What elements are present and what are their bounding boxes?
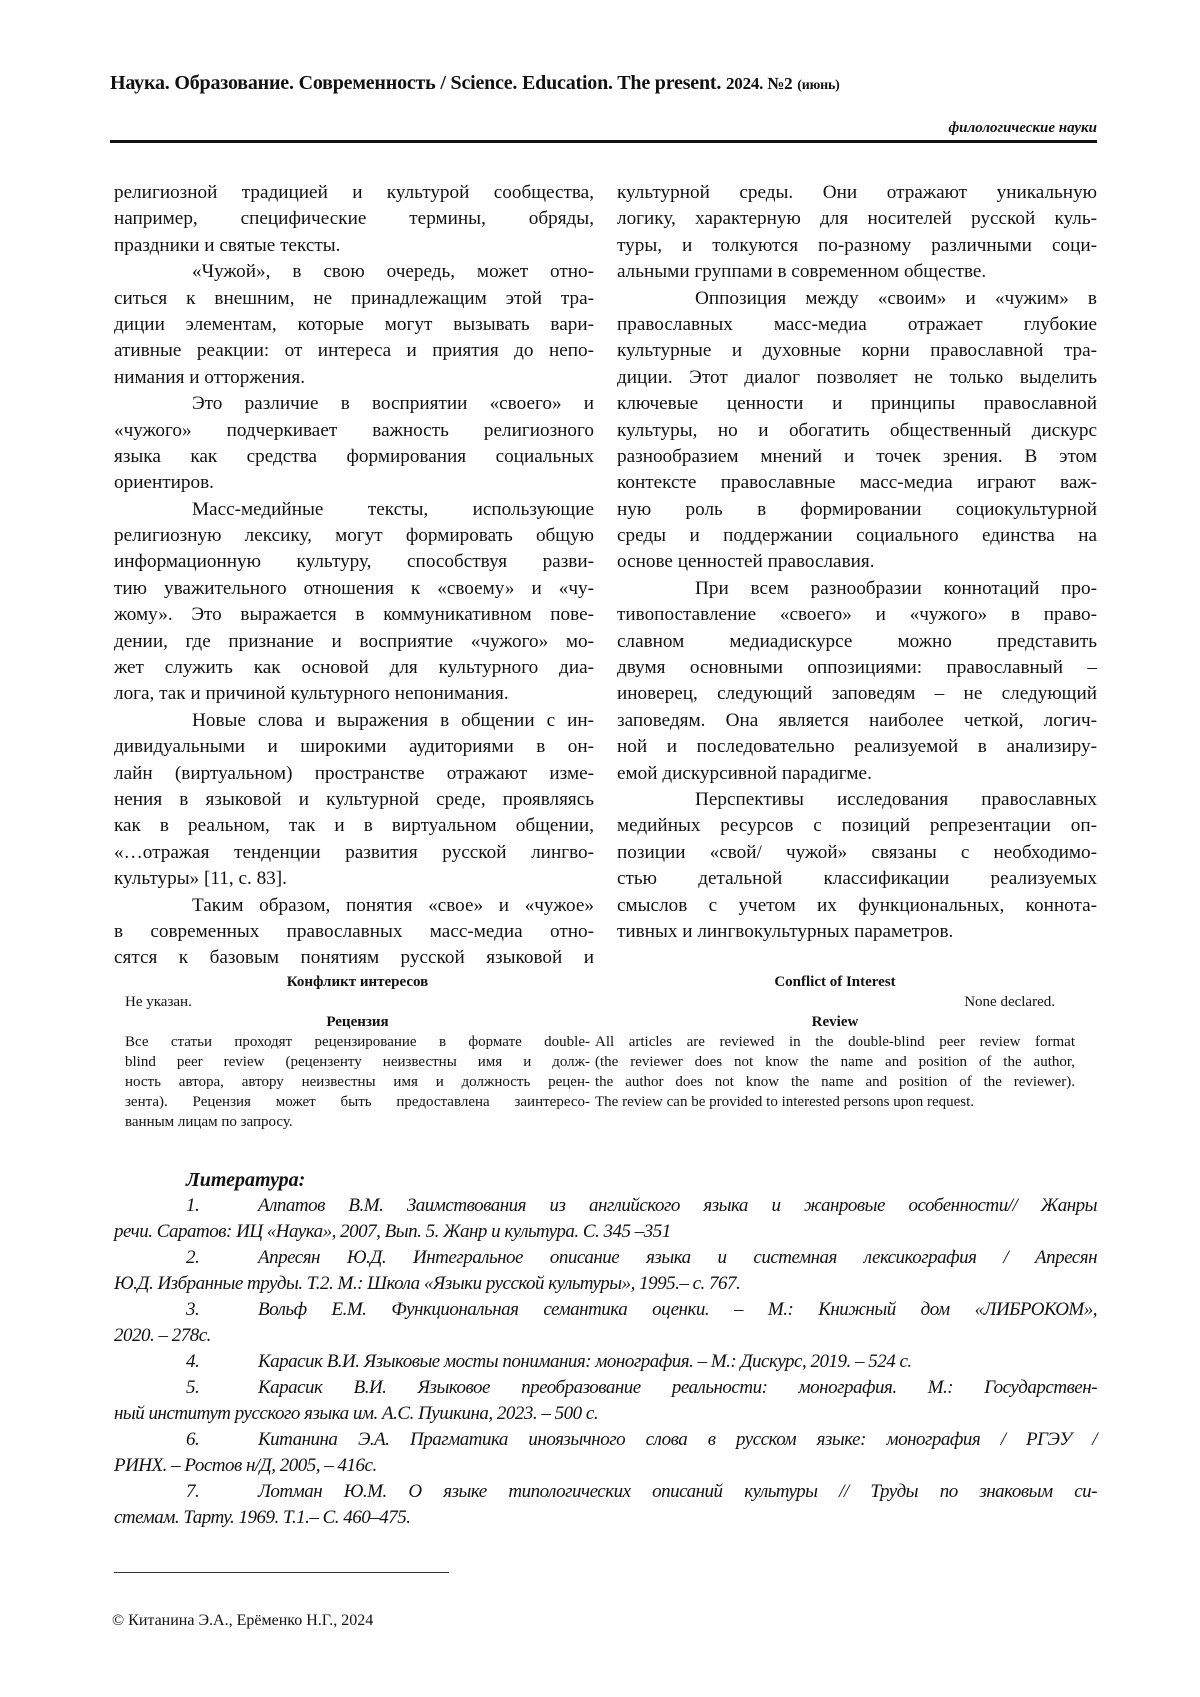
text-line: двумя основными оппозициями: православный – xyxy=(617,657,1097,679)
text-line: стью детальной классификации реализуемых xyxy=(617,868,1097,890)
text-line: позиции «свой/ чужой» связаны с необходимо- xyxy=(617,841,1097,863)
reference-text-continued: ный институт русского языка им. А.С. Пушкина, 2023. – 500 с. xyxy=(114,1403,599,1424)
reference-number: 6. xyxy=(186,1429,200,1450)
reference-item xyxy=(114,1375,1097,1401)
text-line: смыслов с учетом их функциональных, коннота- xyxy=(617,894,1097,916)
text-line: «Чужой», в свою очередь, может отно- xyxy=(192,261,594,283)
text-line: языка как средства формирования социальных xyxy=(114,445,594,467)
text-line: емой дискурсивной парадигме. xyxy=(617,762,872,784)
reference-number: 2. xyxy=(186,1247,200,1268)
text-line: лайн (виртуальном) пространстве отражают изме- xyxy=(114,762,594,784)
text-line: Новые слова и выражения в общении с ин- xyxy=(192,709,594,731)
text-line: культуры» [11, с. 83]. xyxy=(114,868,287,890)
text-line: основе ценностей православия. xyxy=(617,551,875,573)
reference-item xyxy=(114,1427,1097,1453)
review-line: the author does not know the name and position of the reviewer). xyxy=(595,1074,1075,1090)
text-line: религиозную лексику, могут формировать общую xyxy=(114,525,594,547)
footnote-divider xyxy=(114,1572,449,1573)
header-divider xyxy=(110,140,1097,143)
reference-text: Карасик В.И. Языковые мосты понимания: монография. – М.: Дискурс, 2019. – 524 с. xyxy=(258,1351,912,1372)
journal-month: (июнь) xyxy=(797,78,840,93)
text-line: «…отражая тенденции развития русской лингво- xyxy=(114,841,594,863)
review-line: зента). Рецензия может быть предоставлена заинтересо- xyxy=(125,1094,590,1110)
text-line: например, специфические термины, обряды, xyxy=(114,208,594,230)
review-line: All articles are reviewed in the double-blind peer review format xyxy=(595,1034,1075,1050)
reference-text-continued: стемам. Тарту. 1969. Т.1.– С. 460–475. xyxy=(114,1507,411,1528)
reference-number: 5. xyxy=(186,1377,200,1398)
text-line: славном медиадискурсе можно представить xyxy=(617,630,1097,652)
references-title: Литература: xyxy=(186,1169,306,1191)
conflict-heading-en: Conflict of Interest xyxy=(774,974,896,990)
text-line: Это различие в восприятии «своего» и xyxy=(192,393,594,415)
reference-number: 7. xyxy=(186,1481,200,1502)
text-line: ориентиров. xyxy=(114,472,214,494)
text-line: ной и последовательно реализуемой в анализиру- xyxy=(617,736,1097,758)
text-line: Перспективы исследования православных xyxy=(695,788,1097,810)
text-line: тию уважительного отношения к «своему» и «чу- xyxy=(114,577,594,599)
journal-header xyxy=(110,72,1100,95)
text-line: православных масс-медиа отражает глубокие xyxy=(617,313,1097,335)
text-line: логику, характерную для носителей русской куль- xyxy=(617,208,1097,230)
text-line: ативные реакции: от интереса и приятия до непо- xyxy=(114,340,594,362)
text-line: ситься к внешним, не принадлежащим этой тра- xyxy=(114,287,594,309)
text-line: разнообразием мнений и точек зрения. В этом xyxy=(617,445,1097,467)
text-line: лога, так и причиной культурного непонимания. xyxy=(114,683,509,705)
text-line: ключевые ценности и принципы православной xyxy=(617,393,1097,415)
review-heading-en: Review xyxy=(811,1014,859,1030)
text-line: При всем разнообразии коннотаций про- xyxy=(695,577,1097,599)
reference-number: 4. xyxy=(186,1351,200,1372)
text-line: жому». Это выражается в коммуникативном пове- xyxy=(114,604,594,626)
text-line: нимания и отторжения. xyxy=(114,366,306,388)
reference-number: 1. xyxy=(186,1195,200,1216)
text-line: нения в языковой и культурной среде, проявляясь xyxy=(114,788,594,810)
reference-number: 3. xyxy=(186,1299,200,1320)
review-heading-ru: Рецензия xyxy=(326,1014,389,1030)
text-line: Оппозиция между «своим» и «чужим» в xyxy=(695,287,1097,309)
text-line: «чужого» подчеркивает важность религиозного xyxy=(114,419,594,441)
body-column-right xyxy=(617,180,1097,945)
review-line: (the reviewer does not know the name and position of the author, xyxy=(595,1054,1075,1070)
text-line: дивидуальными и широкими аудиториями в он- xyxy=(114,736,594,758)
reference-text: Алпатов В.М. Заимствования из английского языка и жанровые особенности// Жанры xyxy=(258,1195,1097,1216)
review-line: blind peer review (рецензенту неизвестны имя и долж- xyxy=(125,1054,590,1070)
reference-text: Лотман Ю.М. О языке типологических описаний культуры // Труды по знаковым си- xyxy=(258,1481,1097,1502)
reference-item xyxy=(114,1245,1097,1271)
text-line: альными группами в современном обществе. xyxy=(617,261,987,283)
text-line: тивных и лингвокультурных параметров. xyxy=(617,920,954,942)
article-info-en xyxy=(595,972,1075,1112)
text-line: медийных ресурсов с позиций репрезентации оп- xyxy=(617,815,1097,837)
conflict-heading-ru: Конфликт интересов xyxy=(286,974,429,990)
body-column-left xyxy=(114,180,594,972)
text-line: как в реальном, так и в виртуальном общении, xyxy=(114,815,594,837)
text-line: иноверец, следующий заповедям – не следующий xyxy=(617,683,1097,705)
references xyxy=(114,1167,1097,1531)
journal-issue: 2024. №2 xyxy=(725,74,793,93)
reference-text: Карасик В.И. Языковое преобразование реальности: монография. М.: Государствен- xyxy=(258,1377,1097,1398)
text-line: религиозной традицией и культурой сообщества, xyxy=(114,182,594,203)
text-line: тивопоставление «своего» и «чужого» в право- xyxy=(617,604,1097,626)
text-line: туры, и толкуются по-разному различными соци- xyxy=(617,234,1097,256)
journal-title: Наука. Образование. Современность / Science. Education. The present. xyxy=(110,72,722,94)
text-line: культурной среды. Они отражают уникальную xyxy=(617,182,1097,203)
conflict-text-en: None declared. xyxy=(964,994,1055,1010)
reference-text: Апресян Ю.Д. Интегральное описание языка и системная лексикография / Апресян xyxy=(258,1247,1097,1268)
text-line: культурные и духовные корни православной тра- xyxy=(617,340,1097,362)
text-line: диции элементам, которые могут вызывать вари- xyxy=(114,313,594,335)
review-line: Все статьи проходят рецензирование в формате double- xyxy=(125,1034,590,1050)
conflict-text-ru: Не указан. xyxy=(125,994,192,1010)
text-line: дении, где признание и восприятие «чужого» мо- xyxy=(114,630,594,652)
text-line: ную роль в формировании социокультурной xyxy=(617,498,1097,520)
reference-item xyxy=(114,1193,1097,1219)
article-info-ru xyxy=(125,972,590,1132)
reference-text-continued: речи. Саратов: ИЦ «Наука», 2007, Вып. 5. Жанр и культура. С. 345 –351 xyxy=(114,1221,671,1242)
text-line: жет служить как основой для культурного диа- xyxy=(114,657,594,679)
reference-item xyxy=(114,1479,1097,1505)
text-line: контексте православные масс-медиа играют важ- xyxy=(617,472,1097,494)
text-line: в современных православных масс-медиа отно- xyxy=(114,920,594,942)
reference-item xyxy=(114,1297,1097,1323)
text-line: Таким образом, понятия «свое» и «чужое» xyxy=(192,894,594,916)
reference-text-continued: РИНХ. – Ростов н/Д, 2005, – 416с. xyxy=(114,1455,377,1476)
text-line: диции. Этот диалог позволяет не только выделить xyxy=(617,366,1097,388)
review-line: ванным лицам по запросу. xyxy=(125,1114,293,1130)
text-line: праздники и святые тексты. xyxy=(114,234,341,256)
text-line: информационную культуру, способствуя разви- xyxy=(114,551,594,573)
section-label: филологические науки xyxy=(948,120,1097,136)
review-line: The review can be provided to interested persons upon request. xyxy=(595,1094,975,1110)
review-line: ность автора, автору неизвестны имя и должность рецен- xyxy=(125,1074,590,1090)
copyright: © Китанина Э.А., Ерёменко Н.Г., 2024 xyxy=(112,1612,374,1629)
reference-text: Вольф Е.М. Функциональная семантика оценки. – М.: Книжный дом «ЛИБРОКОМ», xyxy=(258,1299,1097,1320)
reference-text-continued: 2020. – 278с. xyxy=(114,1325,211,1346)
text-line: сятся к базовым понятиям русской языковой и xyxy=(114,947,594,969)
text-line: среды и поддержании социального единства на xyxy=(617,525,1097,547)
reference-item xyxy=(114,1349,1097,1375)
reference-text-continued: Ю.Д. Избранные труды. Т.2. М.: Школа «Языки русской культуры», 1995.– с. 767. xyxy=(114,1273,741,1294)
reference-text: Китанина Э.А. Прагматика иноязычного слова в русском языке: монография / РГЭУ / xyxy=(258,1429,1097,1450)
text-line: культуры, но и обогатить общественный дискурс xyxy=(617,419,1097,441)
text-line: Масс-медийные тексты, использующие xyxy=(192,498,594,520)
text-line: заповедям. Она является наиболее четкой, логич- xyxy=(617,709,1097,731)
